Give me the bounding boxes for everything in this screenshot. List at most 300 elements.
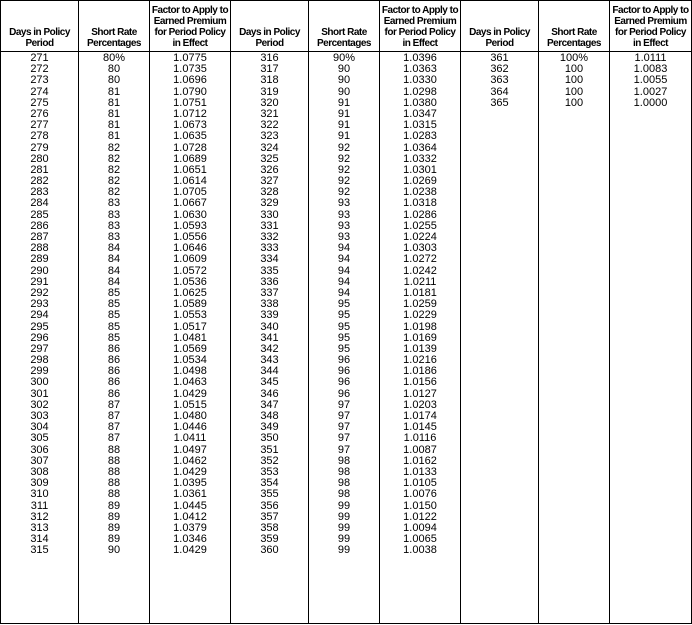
rate-cell: 81 [107,96,121,109]
rate-cell: 85 [107,298,121,311]
header-row [1,1,692,52]
factor-cell: 1.0000 [633,96,668,109]
days-cell: 363 [490,74,509,87]
rate-cell: 82 [107,175,121,188]
rate-cell: 92 [337,186,351,199]
factor-cell: 1.0301 [403,163,437,176]
rate-cell: 93 [337,197,351,210]
days-cell: 335 [260,264,279,277]
header-factor-2: Factor to Apply to Earned Premium for Period Policy in Effect [380,1,461,52]
rate-cell: 84 [107,275,121,288]
rate-cell: 93 [337,231,351,243]
factor-cell: 1.0027 [633,85,668,98]
days-cell: 326 [260,163,279,176]
factor-cell: 1.0127 [403,387,437,400]
rate-cell: 83 [107,197,121,210]
days-cell: 332 [260,231,279,243]
rate-cell: 98 [337,488,351,501]
days-cell: 360 [260,544,279,557]
factor-cell: 1.0116 [403,432,437,445]
days-cell: 311 [30,499,49,512]
factor-cell: 1.0412 [173,510,207,523]
days-cell: 288 [30,242,49,255]
days-cell: 342 [260,342,279,355]
days-cell: 341 [260,331,279,344]
factor-cell: 1.0696 [173,74,207,87]
rate-cell: 85 [107,286,121,299]
factor-cell: 1.0242 [403,264,437,277]
days-cell: 358 [260,521,279,534]
factor-cell: 1.0169 [403,331,437,344]
factor-cell: 1.0346 [173,533,207,546]
header-rate-3: Short Rate Percentages [539,1,610,52]
factor-cell: 1.0689 [173,152,207,165]
days-cell: 329 [260,197,279,210]
rate-column-2 [309,52,380,624]
rate-cell: 99 [337,499,351,512]
header-factor-1: Factor to Apply to Earned Premium for Period Policy in Effect [150,1,231,52]
factor-cell: 1.0651 [173,163,207,176]
rate-cell: 90% [332,52,356,64]
days-cell: 322 [260,119,279,132]
days-cell: 321 [260,107,279,120]
header-factor-3: Factor to Apply to Earned Premium for Period Policy in Effect [610,1,692,52]
days-cell: 320 [260,96,279,109]
rate-cell: 88 [107,443,121,456]
rate-cell: 100 [564,74,584,87]
rate-cell: 81 [107,130,121,143]
rate-cell: 94 [337,264,351,277]
rate-cell: 97 [337,443,351,456]
factor-cell: 1.0497 [173,443,207,456]
days-cell: 284 [30,197,49,210]
days-cell: 317 [260,63,279,76]
factor-cell: 1.0087 [403,443,437,456]
factor-cell: 1.0174 [403,410,437,422]
days-cell: 297 [30,342,49,355]
days-cell: 365 [490,96,509,109]
factor-cell: 1.0534 [173,354,207,367]
factor-cell: 1.0396 [403,52,437,64]
factor-cell: 1.0614 [173,175,207,188]
factor-cell: 1.0363 [403,63,437,76]
days-cell: 275 [30,96,49,109]
days-cell: 312 [30,510,49,523]
factor-cell: 1.0429 [173,387,207,400]
header-rate-2: Short Rate Percentages [309,1,380,52]
days-cell: 362 [490,63,509,76]
factor-cell: 1.0238 [403,186,437,199]
rate-cell: 100 [564,63,584,76]
factor-cell: 1.0728 [173,141,207,154]
factor-cell: 1.0229 [403,309,437,322]
factor-cell: 1.0055 [633,74,668,87]
factor-cell: 1.0122 [403,510,437,523]
days-cell: 347 [260,398,279,411]
factor-cell: 1.0272 [403,253,437,266]
days-cell: 353 [260,465,279,478]
factor-cell: 1.0105 [403,477,437,490]
factor-cell: 1.0517 [173,320,207,333]
factor-cell: 1.0216 [403,354,437,367]
factor-cell: 1.0572 [173,264,207,277]
days-cell: 314 [30,533,49,546]
rate-cell: 89 [107,533,121,546]
factor-cell: 1.0065 [403,533,437,546]
rate-cell: 82 [107,152,121,165]
factor-cell: 1.0395 [173,477,207,490]
rate-cell: 87 [107,410,121,422]
factor-cell: 1.0286 [403,208,437,221]
factor-cell: 1.0361 [173,488,207,501]
rate-cell: 84 [107,253,121,266]
rate-cell: 96 [337,387,351,400]
days-cell: 298 [30,354,49,367]
factor-cell: 1.0625 [173,286,207,299]
factor-cell: 1.0705 [173,186,207,199]
factor-cell: 1.0446 [173,421,207,434]
rate-cell: 88 [107,454,121,467]
days-cell: 283 [30,186,49,199]
factor-cell: 1.0303 [403,242,437,255]
rate-cell: 87 [107,421,121,434]
factor-cell: 1.0498 [173,365,207,378]
days-cell: 350 [260,432,279,445]
factor-cell: 1.0347 [403,107,437,120]
days-cell: 272 [30,63,49,76]
rate-cell: 90 [337,63,351,76]
factor-cell: 1.0298 [403,85,437,98]
rate-cell: 81 [107,119,121,132]
days-cell: 316 [260,52,279,64]
rate-cell: 92 [337,163,351,176]
rate-cell: 91 [337,96,351,109]
rate-cell: 88 [107,465,121,478]
factor-cell: 1.0259 [403,298,437,311]
days-cell: 352 [260,454,279,467]
rate-cell: 86 [107,376,121,389]
rate-cell: 92 [337,175,351,188]
factor-cell: 1.0380 [403,96,437,109]
days-column-1 [1,52,79,624]
factor-cell: 1.0536 [173,275,207,288]
days-cell: 361 [490,52,509,64]
rate-cell: 85 [107,331,121,344]
days-cell: 308 [30,465,49,478]
rate-cell: 91 [337,119,351,132]
factor-cell: 1.0429 [173,544,207,557]
rate-cell: 98 [337,454,351,467]
factor-cell: 1.0283 [403,130,437,143]
days-cell: 280 [30,152,49,165]
factor-column-3 [610,52,692,624]
days-cell: 354 [260,477,279,490]
days-cell: 304 [30,421,49,434]
header-days-2: Days in Policy Period [231,1,309,52]
factor-cell: 1.0186 [403,365,437,378]
factor-cell: 1.0556 [173,231,207,243]
rate-cell: 95 [337,342,351,355]
days-cell: 348 [260,410,279,422]
days-cell: 295 [30,320,49,333]
factor-cell: 1.0673 [173,119,207,132]
rate-cell: 80 [107,63,121,76]
rate-cell: 92 [337,141,351,154]
rate-cell: 96 [337,365,351,378]
days-cell: 286 [30,219,49,232]
rate-cell: 87 [107,432,121,445]
body-row [1,52,692,624]
factor-cell: 1.0198 [403,320,437,333]
factor-cell: 1.0083 [633,63,668,76]
rate-cell: 91 [337,107,351,120]
rate-cell: 91 [337,130,351,143]
rate-cell: 97 [337,421,351,434]
rate-cell: 81 [107,85,121,98]
days-cell: 303 [30,410,49,422]
days-cell: 355 [260,488,279,501]
rate-cell: 92 [337,152,351,165]
days-cell: 323 [260,130,279,143]
days-cell: 334 [260,253,279,266]
rate-cell: 90 [337,85,351,98]
rate-cell: 94 [337,242,351,255]
factor-cell: 1.0667 [173,197,207,210]
factor-cell: 1.0318 [403,197,437,210]
days-cell: 338 [260,298,279,311]
factor-cell: 1.0076 [403,488,437,501]
rate-cell: 82 [107,186,121,199]
days-cell: 337 [260,286,279,299]
days-cell: 274 [30,85,49,98]
factor-cell: 1.0162 [403,454,437,467]
rate-cell: 89 [107,510,121,523]
days-cell: 333 [260,242,279,255]
factor-column-2 [380,52,461,624]
factor-cell: 1.0775 [173,52,207,64]
days-cell: 287 [30,231,49,243]
rate-cell: 89 [107,521,121,534]
rate-cell: 93 [337,219,351,232]
days-cell: 328 [260,186,279,199]
rate-cell: 85 [107,320,121,333]
factor-cell: 1.0203 [403,398,437,411]
rate-cell: 100% [559,52,589,64]
factor-cell: 1.0133 [403,465,437,478]
factor-cell: 1.0330 [403,74,437,87]
rate-cell: 86 [107,387,121,400]
days-cell: 339 [260,309,279,322]
factor-cell: 1.0589 [173,298,207,311]
factor-cell: 1.0429 [173,465,207,478]
rate-cell: 82 [107,141,121,154]
factor-cell: 1.0635 [173,130,207,143]
rate-cell: 99 [337,544,351,557]
days-cell: 346 [260,387,279,400]
factor-cell: 1.0445 [173,499,207,512]
factor-cell: 1.0515 [173,398,207,411]
days-cell: 306 [30,443,49,456]
days-cell: 293 [30,298,49,311]
factor-cell: 1.0224 [403,231,437,243]
rate-cell: 84 [107,242,121,255]
days-cell: 309 [30,477,49,490]
rate-cell: 86 [107,354,121,367]
factor-cell: 1.0646 [173,242,207,255]
days-cell: 289 [30,253,49,266]
days-cell: 299 [30,365,49,378]
rate-cell: 95 [337,331,351,344]
rate-cell: 90 [337,74,351,87]
factor-cell: 1.0094 [403,521,437,534]
days-cell: 318 [260,74,279,87]
days-cell: 343 [260,354,279,367]
days-cell: 307 [30,454,49,467]
rate-cell: 96 [337,354,351,367]
days-cell: 282 [30,175,49,188]
factor-cell: 1.0411 [173,432,207,445]
factor-cell: 1.0150 [403,499,437,512]
days-cell: 290 [30,264,49,277]
factor-cell: 1.0269 [403,175,437,188]
factor-cell: 1.0593 [173,219,207,232]
rate-cell: 93 [337,208,351,221]
days-cell: 331 [260,219,279,232]
rate-cell: 85 [107,309,121,322]
days-cell: 359 [260,533,279,546]
factor-cell: 1.0481 [173,331,207,344]
days-cell: 357 [260,510,279,523]
days-cell: 330 [260,208,279,221]
days-cell: 301 [30,387,49,400]
rate-cell: 94 [337,275,351,288]
factor-cell: 1.0735 [173,63,207,76]
factor-cell: 1.0139 [403,342,437,355]
days-cell: 296 [30,331,49,344]
days-cell: 345 [260,376,279,389]
rate-cell: 80% [102,52,126,64]
rate-column-1 [79,52,150,624]
factor-cell: 1.0630 [173,208,207,221]
factor-cell: 1.0480 [173,410,207,422]
days-cell: 364 [490,85,509,98]
factor-cell: 1.0332 [403,152,437,165]
days-cell: 324 [260,141,279,154]
factor-cell: 1.0181 [403,286,437,299]
factor-cell: 1.0462 [173,454,207,467]
rate-cell: 94 [337,253,351,266]
rate-cell: 83 [107,208,121,221]
rate-cell: 87 [107,398,121,411]
rate-cell: 95 [337,309,351,322]
rate-cell: 89 [107,499,121,512]
days-cell: 327 [260,175,279,188]
days-cell: 278 [30,130,49,143]
header-days-3: Days in Policy Period [461,1,539,52]
rate-cell: 98 [337,465,351,478]
factor-cell: 1.0553 [173,309,207,322]
header-rate-1: Short Rate Percentages [79,1,150,52]
days-cell: 281 [30,163,49,176]
rate-cell: 94 [337,286,351,299]
days-cell: 273 [30,74,49,87]
rate-cell: 97 [337,410,351,422]
factor-cell: 1.0038 [403,544,437,557]
rate-cell: 86 [107,365,121,378]
days-cell: 310 [30,488,49,501]
factor-column-1 [150,52,231,624]
days-cell: 271 [30,52,49,64]
days-cell: 351 [260,443,279,456]
factor-cell: 1.0463 [173,376,207,389]
rate-cell: 90 [107,544,121,557]
days-column-3 [461,52,539,624]
rate-cell: 81 [107,107,121,120]
rate-cell: 82 [107,163,121,176]
days-cell: 319 [260,85,279,98]
factor-cell: 1.0569 [173,342,207,355]
factor-cell: 1.0364 [403,141,437,154]
rate-column-3 [539,52,610,624]
rate-cell: 100 [564,96,584,109]
rate-cell: 98 [337,477,351,490]
days-cell: 279 [30,141,49,154]
rate-cell: 80 [107,74,121,87]
factor-cell: 1.0211 [403,275,437,288]
rate-cell: 99 [337,533,351,546]
factor-cell: 1.0156 [403,376,437,389]
days-cell: 313 [30,521,49,534]
days-cell: 294 [30,309,49,322]
rate-cell: 96 [337,376,351,389]
days-cell: 344 [260,365,279,378]
days-cell: 277 [30,119,49,132]
rate-cell: 97 [337,432,351,445]
rate-cell: 88 [107,477,121,490]
days-cell: 291 [30,275,49,288]
rate-cell: 95 [337,298,351,311]
days-cell: 300 [30,376,49,389]
factor-cell: 1.0790 [173,85,207,98]
days-cell: 305 [30,432,49,445]
days-cell: 336 [260,275,279,288]
factor-cell: 1.0609 [173,253,207,266]
rate-cell: 99 [337,510,351,523]
days-cell: 285 [30,208,49,221]
factor-cell: 1.0255 [403,219,437,232]
days-cell: 302 [30,398,49,411]
days-cell: 325 [260,152,279,165]
factor-cell: 1.0751 [173,96,207,109]
rate-cell: 95 [337,320,351,333]
rate-cell: 97 [337,398,351,411]
factor-cell: 1.0111 [634,52,667,64]
factor-cell: 1.0315 [403,119,437,132]
factor-cell: 1.0145 [403,421,437,434]
rate-cell: 88 [107,488,121,501]
rate-cell: 84 [107,264,121,277]
factor-cell: 1.0712 [173,107,207,120]
days-cell: 315 [30,544,49,557]
factor-cell: 1.0379 [173,521,207,534]
days-cell: 276 [30,107,49,120]
rate-cell: 83 [107,219,121,232]
header-days-1: Days in Policy Period [1,1,79,52]
days-cell: 349 [260,421,279,434]
rate-cell: 83 [107,231,121,243]
days-cell: 356 [260,499,279,512]
days-cell: 340 [260,320,279,333]
